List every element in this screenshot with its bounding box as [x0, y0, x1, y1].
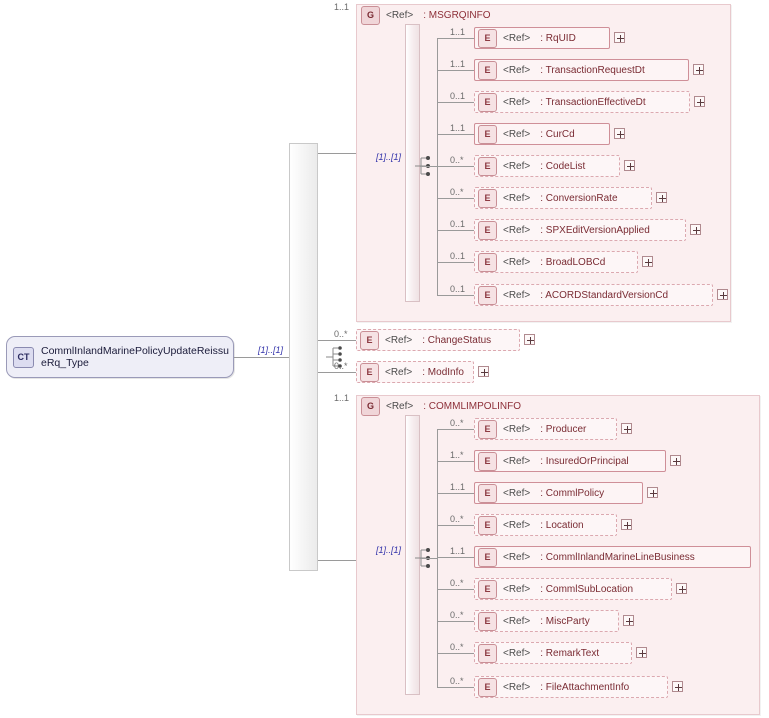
connector-row — [437, 70, 474, 71]
element-name-label: : InsuredOrPrincipal — [540, 455, 629, 467]
element-ref-label: <Ref> — [385, 366, 413, 378]
element-icon: E — [478, 61, 497, 80]
group-name-label: : COMMLIMPOLINFO — [423, 400, 522, 412]
element-name-label: : Location — [540, 519, 584, 531]
element-ref-label: <Ref> — [503, 487, 531, 499]
element-row-commlinlandmarinelinebusiness[interactable] — [474, 546, 751, 568]
expand-plus-icon[interactable] — [693, 64, 704, 75]
connector-row — [437, 295, 474, 296]
element-ref-label: <Ref> — [503, 423, 531, 435]
element-row-curcd[interactable] — [474, 123, 610, 145]
element-icon: E — [360, 331, 379, 350]
expand-plus-icon[interactable] — [690, 224, 701, 235]
connector-row — [437, 525, 474, 526]
expand-plus-icon[interactable] — [478, 366, 489, 377]
element-icon: E — [478, 420, 497, 439]
expand-plus-icon[interactable] — [624, 160, 635, 171]
connector-row — [437, 262, 474, 263]
connector-row — [437, 687, 474, 688]
element-row-location[interactable] — [474, 514, 617, 536]
element-row-insuredorprincipal[interactable] — [474, 450, 666, 472]
connector-vertical-msgrqinfo — [437, 38, 438, 296]
element-ref-label: <Ref> — [503, 519, 531, 531]
element-name-label: : TransactionRequestDt — [540, 64, 645, 76]
occurs-label: 0..1 — [450, 284, 466, 294]
element-icon: E — [478, 612, 497, 631]
element-name-label: : CommlSubLocation — [540, 583, 634, 595]
element-ref-label: <Ref> — [503, 289, 531, 301]
element-icon: E — [360, 363, 379, 382]
occurs-label: 0..* — [450, 610, 464, 620]
element-icon: E — [478, 678, 497, 697]
element-row-remarktext[interactable] — [474, 642, 632, 664]
element-name-label: : RemarkText — [540, 647, 600, 659]
element-row-conversionrate[interactable] — [474, 187, 652, 209]
element-row-miscparty[interactable] — [474, 610, 619, 632]
connector-row — [437, 166, 474, 167]
element-ref-label: <Ref> — [503, 455, 531, 467]
occurs-label: 0..* — [450, 642, 464, 652]
occurs-label: 0..* — [450, 155, 464, 165]
connector-row — [437, 429, 474, 430]
connector-branch-changestatus — [318, 340, 356, 341]
element-ref-label: <Ref> — [503, 160, 531, 172]
element-ref-label: <Ref> — [503, 32, 531, 44]
element-name-label: : MiscParty — [540, 615, 590, 627]
element-ref-label: <Ref> — [503, 96, 531, 108]
group-ref-label: <Ref> — [386, 400, 414, 412]
occurs-label: 1..* — [450, 450, 464, 460]
expand-plus-icon[interactable] — [636, 647, 647, 658]
connector-vertical-commlimpolinfo — [437, 429, 438, 687]
occurs-label: 0..* — [334, 361, 348, 371]
element-ref-label: <Ref> — [503, 64, 531, 76]
connector-row — [437, 493, 474, 494]
element-icon: E — [478, 221, 497, 240]
connector-branch-modinfo — [318, 372, 356, 373]
expand-plus-icon[interactable] — [694, 96, 705, 107]
occurs-label-msgrqinfo-sequence: [1]..[1] — [376, 152, 402, 162]
element-name-label: : ModInfo — [422, 366, 464, 378]
element-icon: E — [478, 516, 497, 535]
element-icon: E — [478, 29, 497, 48]
expand-plus-icon[interactable] — [670, 455, 681, 466]
complex-type-icon: CT — [13, 347, 34, 368]
occurs-label: 0..1 — [450, 91, 466, 101]
occurs-label: 0..* — [334, 329, 348, 339]
occurs-label-root: [1]..[1] — [258, 345, 284, 355]
connector-row — [437, 198, 474, 199]
element-name-label: : ConversionRate — [540, 192, 618, 204]
expand-plus-icon[interactable] — [672, 681, 683, 692]
element-name-label: : SPXEditVersionApplied — [540, 224, 650, 236]
element-row-transactionrequestdt[interactable] — [474, 59, 689, 81]
connector-row — [437, 557, 474, 558]
group-header-commlimpolinfo[interactable] — [361, 397, 521, 415]
occurs-label-msgrqinfo: 1..1 — [334, 2, 350, 12]
element-row-commlsublocation[interactable] — [474, 578, 672, 600]
occurs-label: 1..1 — [450, 123, 466, 133]
element-icon: E — [478, 644, 497, 663]
root-sequence-bar — [289, 143, 318, 571]
occurs-label: 1..1 — [450, 27, 466, 37]
connector-root — [234, 357, 294, 358]
element-row-codelist[interactable] — [474, 155, 620, 177]
occurs-label-commlimpolinfo-sequence: [1]..[1] — [376, 545, 402, 555]
element-name-label: : RqUID — [540, 32, 576, 44]
element-row-commlpolicy[interactable] — [474, 482, 643, 504]
element-icon: E — [478, 253, 497, 272]
expand-plus-icon[interactable] — [656, 192, 667, 203]
expand-plus-icon[interactable] — [647, 487, 658, 498]
element-icon: E — [478, 93, 497, 112]
element-ref-label: <Ref> — [503, 224, 531, 236]
group-header-msgrqinfo[interactable] — [361, 6, 490, 24]
group-ref-label: <Ref> — [386, 9, 414, 21]
connector-row — [437, 653, 474, 654]
expand-plus-icon[interactable] — [623, 615, 634, 626]
connector-row — [437, 102, 474, 103]
element-name-label: : Producer — [540, 423, 587, 435]
element-name-label: : TransactionEffectiveDt — [540, 96, 646, 108]
element-ref-label: <Ref> — [503, 583, 531, 595]
element-name-label: : ChangeStatus — [422, 334, 492, 346]
occurs-label: 0..* — [450, 578, 464, 588]
expand-plus-icon[interactable] — [642, 256, 653, 267]
element-name-label: : CodeList — [540, 160, 586, 172]
connector-branch-msgrqinfo — [318, 153, 356, 154]
occurs-label: 0..* — [450, 187, 464, 197]
element-icon: E — [478, 125, 497, 144]
occurs-label-commlimpolinfo: 1..1 — [334, 393, 350, 403]
element-name-label: : FileAttachmentInfo — [540, 681, 630, 693]
element-ref-label: <Ref> — [385, 334, 413, 346]
group-name-label: : MSGRQINFO — [423, 9, 491, 21]
expand-plus-icon[interactable] — [614, 128, 625, 139]
element-name-label: : CommlInlandMarineLineBusiness — [540, 551, 695, 563]
element-row-producer[interactable] — [474, 418, 617, 440]
element-ref-label: <Ref> — [503, 647, 531, 659]
element-row-modinfo[interactable] — [356, 361, 474, 383]
element-ref-label: <Ref> — [503, 615, 531, 627]
element-icon: E — [478, 484, 497, 503]
connector-horizontal-commlimpolinfo — [420, 558, 437, 559]
connector-row — [437, 230, 474, 231]
expand-plus-icon[interactable] — [614, 32, 625, 43]
element-row-acordstandardversioncd[interactable] — [474, 284, 713, 306]
connector-branch-commlimpolinfo — [318, 560, 356, 561]
group-icon: G — [361, 6, 380, 25]
occurs-label: 1..1 — [450, 482, 466, 492]
connector-row — [437, 589, 474, 590]
element-name-label: : CommlPolicy — [540, 487, 605, 499]
root-complex-type-node[interactable] — [6, 336, 234, 378]
element-icon: E — [478, 580, 497, 599]
element-ref-label: <Ref> — [503, 192, 531, 204]
occurs-label: 0..* — [450, 676, 464, 686]
occurs-label: 1..1 — [450, 59, 466, 69]
element-row-rquid[interactable] — [474, 27, 610, 49]
element-icon: E — [478, 157, 497, 176]
expand-plus-icon[interactable] — [717, 289, 728, 300]
connector-row — [437, 621, 474, 622]
element-name-label: : BroadLOBCd — [540, 256, 606, 268]
connector-row — [437, 461, 474, 462]
element-row-broadlobcd[interactable] — [474, 251, 638, 273]
element-ref-label: <Ref> — [503, 681, 531, 693]
occurs-label: 0..* — [450, 418, 464, 428]
element-icon: E — [478, 548, 497, 567]
expand-plus-icon[interactable] — [621, 423, 632, 434]
connector-row — [437, 38, 474, 39]
element-ref-label: <Ref> — [503, 551, 531, 563]
expand-plus-icon[interactable] — [676, 583, 687, 594]
connector-horizontal-msgrqinfo — [420, 166, 437, 167]
occurs-label: 0..* — [450, 514, 464, 524]
root-type-label: CommlInlandMarinePolicyUpdateReissueRq_Type — [41, 345, 229, 369]
element-ref-label: <Ref> — [503, 128, 531, 140]
element-row-transactioneffectivedt[interactable] — [474, 91, 690, 113]
element-row-spxeditversionapplied[interactable] — [474, 219, 686, 241]
occurs-label: 1..1 — [450, 546, 466, 556]
element-icon: E — [478, 189, 497, 208]
element-row-fileattachmentinfo[interactable] — [474, 676, 668, 698]
element-icon: E — [478, 286, 497, 305]
expand-plus-icon[interactable] — [621, 519, 632, 530]
element-name-label: : CurCd — [540, 128, 575, 140]
element-name-label: : ACORDStandardVersionCd — [540, 289, 669, 301]
element-icon: E — [478, 452, 497, 471]
occurs-label: 0..1 — [450, 251, 466, 261]
element-ref-label: <Ref> — [503, 256, 531, 268]
expand-plus-icon[interactable] — [524, 334, 535, 345]
occurs-label: 0..1 — [450, 219, 466, 229]
group-icon: G — [361, 397, 380, 416]
element-row-changestatus[interactable] — [356, 329, 520, 351]
connector-row — [437, 134, 474, 135]
